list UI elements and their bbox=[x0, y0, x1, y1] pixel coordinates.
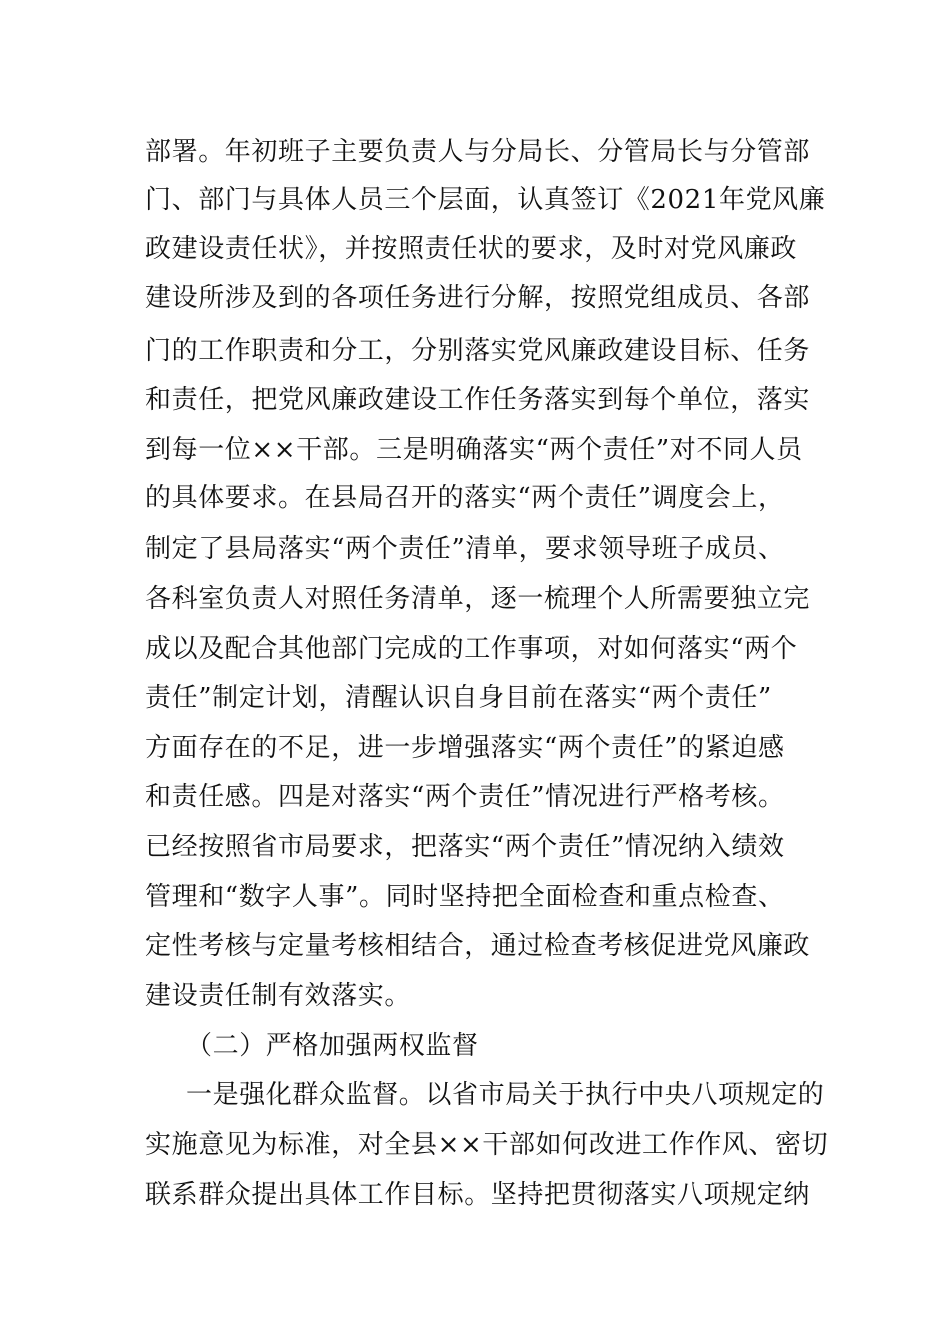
text-line: 部署。年初班子主要负责人与分局长、分管局长与分管部 bbox=[145, 137, 811, 167]
text-line: 成以及配合其他部门完成的工作事项，对如何落实“两个 bbox=[145, 634, 798, 664]
text-line: 一是强化群众监督。以省市局关于执行中央八项规定的 bbox=[186, 1080, 825, 1110]
text-line: 到每一位××干部。三是明确落实“两个责任”对不同人员 bbox=[145, 435, 803, 465]
text-line: 的具体要求。在县局召开的落实“两个责任”调度会上， bbox=[145, 483, 785, 513]
text-line: 建设责任制有效落实。 bbox=[145, 981, 412, 1011]
text-line: 实施意见为标准，对全县××干部如何改进工作作风、密切 bbox=[145, 1130, 829, 1160]
text-line: 制定了县局落实“两个责任”清单，要求领导班子成员、 bbox=[145, 534, 785, 564]
text-line: 联系群众提出具体工作目标。坚持把贯彻落实八项规定纳 bbox=[145, 1180, 811, 1210]
text-line: 已经按照省市局要求，把落实“两个责任”情况纳入绩效 bbox=[145, 832, 785, 862]
text-line: 门的工作职责和分工，分别落实党风廉政建设目标、任务 bbox=[145, 336, 811, 366]
text-line: 门、部门与具体人员三个层面，认真签订《2021年党风廉 bbox=[145, 185, 826, 215]
text-line: 责任”制定计划，清醒认识自身目前在落实“两个责任” bbox=[145, 683, 772, 713]
section-heading: （二）严格加强两权监督 bbox=[186, 1031, 479, 1061]
text-line: 政建设责任状》，并按照责任状的要求，及时对党风廉政 bbox=[145, 234, 798, 264]
text-line: 建设所涉及到的各项任务进行分解，按照党组成员、各部 bbox=[145, 283, 811, 313]
text-line: 各科室负责人对照任务清单，逐一梳理个人所需要独立完 bbox=[145, 584, 811, 614]
text-line: 方面存在的不足，进一步增强落实“两个责任”的紧迫感 bbox=[145, 733, 785, 763]
text-line: 管理和“数字人事”。同时坚持把全面检查和重点检查、 bbox=[145, 882, 785, 912]
text-line: 定性考核与定量考核相结合，通过检查考核促进党风廉政 bbox=[145, 931, 811, 961]
text-line: 和责任感。四是对落实“两个责任”情况进行严格考核。 bbox=[145, 782, 785, 812]
text-line: 和责任，把党风廉政建设工作任务落实到每个单位，落实 bbox=[145, 385, 811, 415]
